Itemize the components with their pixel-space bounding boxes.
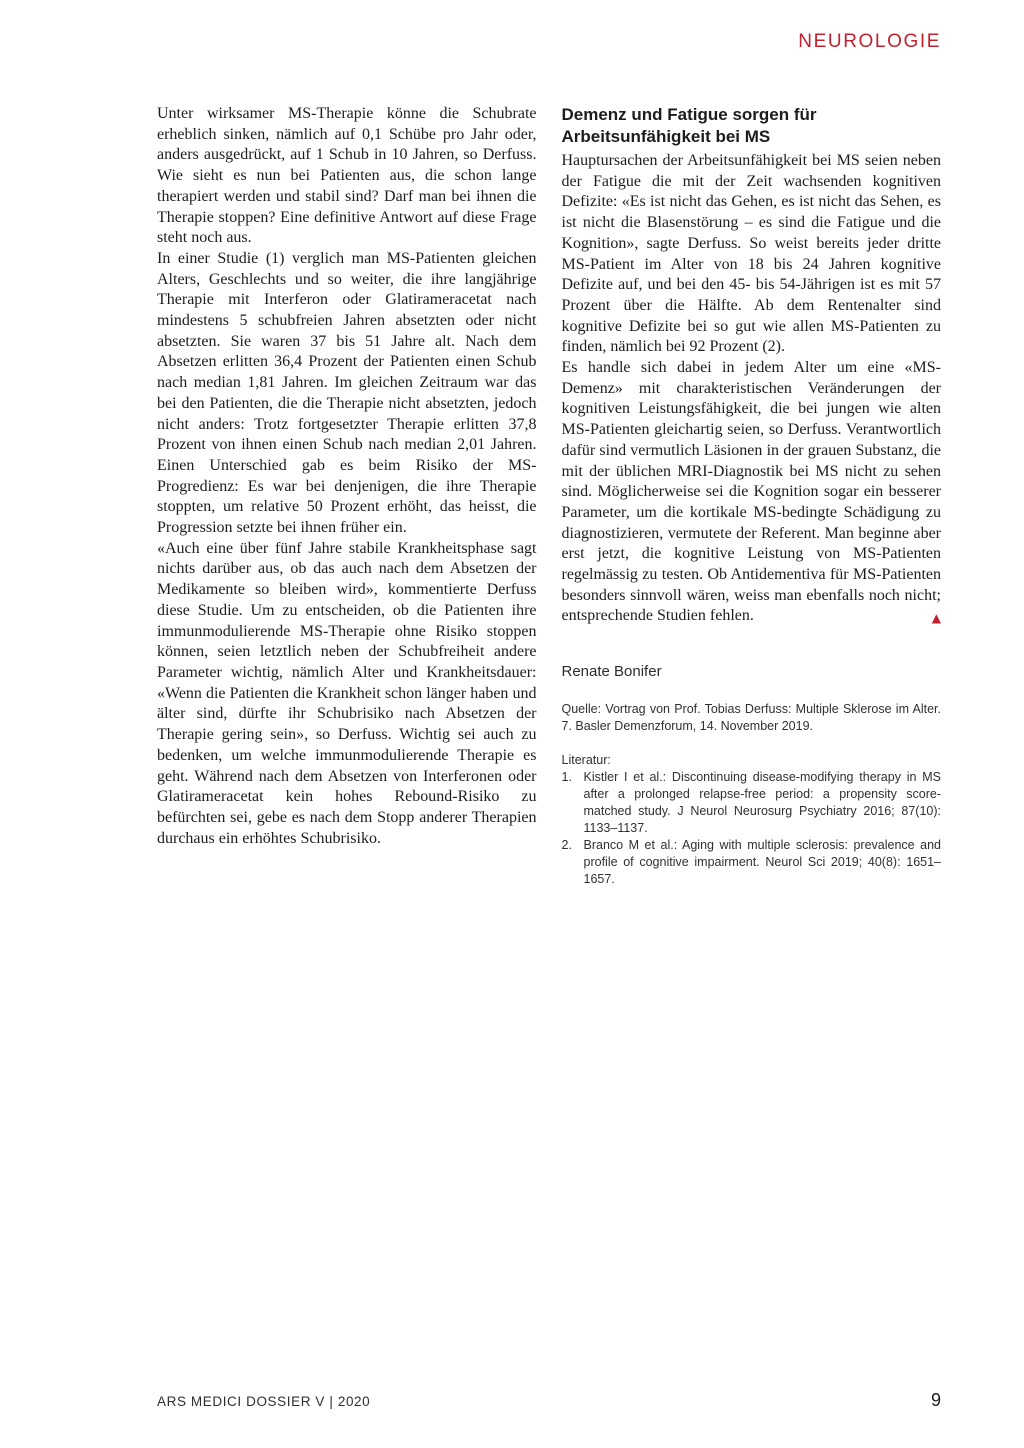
- paragraph: Unter wirksamer MS-Therapie könne die Schubrate erheblich sinken, nämlich auf 0,1 Schübe pro Jahr oder, anders ausgedrückt, auf 1 Schub in 10 Jahren, so Derfuss. Wie sieht es nun bei Patienten aus, die schon lange therapiert werden und stabil sind? Darf man bei ihnen die Therapie stoppen? Eine definitive Antwort auf diese Frage steht noch aus.: [157, 105, 537, 247]
- source-note: Quelle: Vortrag von Prof. Tobias Derfuss: Multiple Sklerose im Alter. 7. Basler Demenzforum, 14. November 2019.: [561, 702, 941, 734]
- page-footer: [157, 1390, 941, 1411]
- paragraph: Es handle sich dabei in jedem Alter um eine «MS-Demenz» mit charakteristischen Veränderungen der kognitiven Leistungsfähigkeit, die bei jungen wie alten MS-Patienten gleichartig seien, so Derfuss. Verantwortlich dafür sind vermutlich Läsionen in der grauen Substanz, die mit der üblichen MRI-Diagnostik bei MS nicht zu sehen sind. Möglicherweise sei die Kognition sogar ein besserer Parameter, um die kortikale MS-bedingte Schädigung zu diagnostizieren, vermutete der Referent. Man beginne aber erst jetzt, die kognitive Leistung von MS-Patienten regelmässig zu testen. Ob Antidementiva für MS-Patienten besonders sinnvoll wären, weiss man ebenfalls noch nicht; entsprechende Studien fehlen.: [561, 359, 941, 625]
- reference-number: 2.: [561, 838, 572, 853]
- paragraph: «Auch eine über fünf Jahre stabile Krankheitsphase sagt nichts darüber aus, ob das auch nach dem Absetzen der Medikamente so bleiben wird», kommentierte Derfuss diese Studie. Um zu entscheiden, ob die Patienten ihre immunmodulierende MS-Therapie ohne Risiko stoppen können, seien letztlich neben der Schubfreiheit andere Parameter wichtig, nämlich Alter und Krankheitsdauer: «Wenn die Patienten die Krankheit schon länger haben und älter sind, dürfte ihr Schubrisiko nach Absetzen der Therapie gering sein», so Derfuss. Wichtig sei auch zu bedenken, um welche immunmodulierende Therapie es geht. Während nach dem Absetzen von Interferonen oder Glatirameracetat kein hohes Rebound-Risiko zu befürchten sei, gebe es nach dem Stopp anderer Therapien durchaus ein erhöhtes Schubrisiko.: [157, 539, 537, 847]
- article-body: [157, 104, 941, 888]
- reference-item: [562, 837, 942, 888]
- footer-page-number: 9: [930, 1390, 941, 1410]
- section-label: NEUROLOGIE: [798, 31, 941, 52]
- article-subheading: Demenz und Fatigue sorgen für Arbeitsunfähigkeit bei MS: [561, 105, 817, 146]
- footer-journal-title: ARS MEDICI DOSSIER V | 2020: [157, 1394, 371, 1409]
- final-paragraph-wrap: [562, 358, 942, 627]
- reference-number: 1.: [561, 770, 572, 785]
- reference-text: Kistler I et al.: Discontinuing disease-modifying therapy in MS after a prolonged relapse-free period: a propensity score-matched study. J Neurol Neurosurg Psychiatry 2016; 87(10): 1133–1137.: [583, 770, 941, 836]
- reference-item: [562, 769, 942, 837]
- paragraph: In einer Studie (1) verglich man MS-Patienten gleichen Alters, Geschlechts und so weiter, die ihre langjährige Therapie mit Interferon oder Glatirameracetat nach mindestens 5 schubfreien Jahren absetzten oder nicht absetzten. Sie waren 37 bis 51 Jahre alt. Nach dem Absetzen erlitten 36,4 Prozent der Patienten einen Schub nach median 1,81 Jahren. Im gleichen Zeitraum war das bei den Patienten, die die Therapie nicht absetzten, jedoch nicht anders: Trotz fortgesetzter Therapie erlitten 37,8 Prozent von ihnen einen Schub nach median 2,01 Jahren. Einen Unterschied gab es beim Risiko der MS-Progredienz: Es war bei denjenigen, die ihre Therapie stoppten, um relative 50 Prozent erhöht, das heisst, die Progression setzte bei ihnen früher ein.: [157, 249, 537, 537]
- subsection-text: [562, 151, 942, 627]
- literature-heading: Literatur:: [561, 753, 611, 768]
- paragraph: Hauptursachen der Arbeitsunfähigkeit bei MS seien neben der Fatigue die mit der Zeit wachsenden kognitiven Defizite: «Es ist nicht das Gehen, es ist nicht das Sehen, es ist nicht die Blasenstörung – es sind die Fatigue und die Kognition», sagte Derfuss. So weist bereits jeder dritte MS-Patient im Alter von 18 bis 24 Jahren kognitive Defizite auf, und bei den 45- bis 54-Jährigen ist es mit 57 Prozent über die Hälfte. Ab dem Rentenalter sind kognitive Defizite bei so gut wie allen MS-Patienten zu finden, nämlich bei 92 Prozent (2).: [561, 152, 941, 356]
- reference-text: Branco M et al.: Aging with multiple sclerosis: prevalence and profile of cognitive impairment. Neurol Sci 2019; 40(8): 1651–1657.: [583, 838, 941, 887]
- article-right-column: [562, 104, 942, 888]
- article-left-column: [157, 104, 537, 888]
- end-of-article-triangle-icon: ▲: [931, 611, 941, 626]
- author-byline: Renate Bonifer: [561, 663, 662, 681]
